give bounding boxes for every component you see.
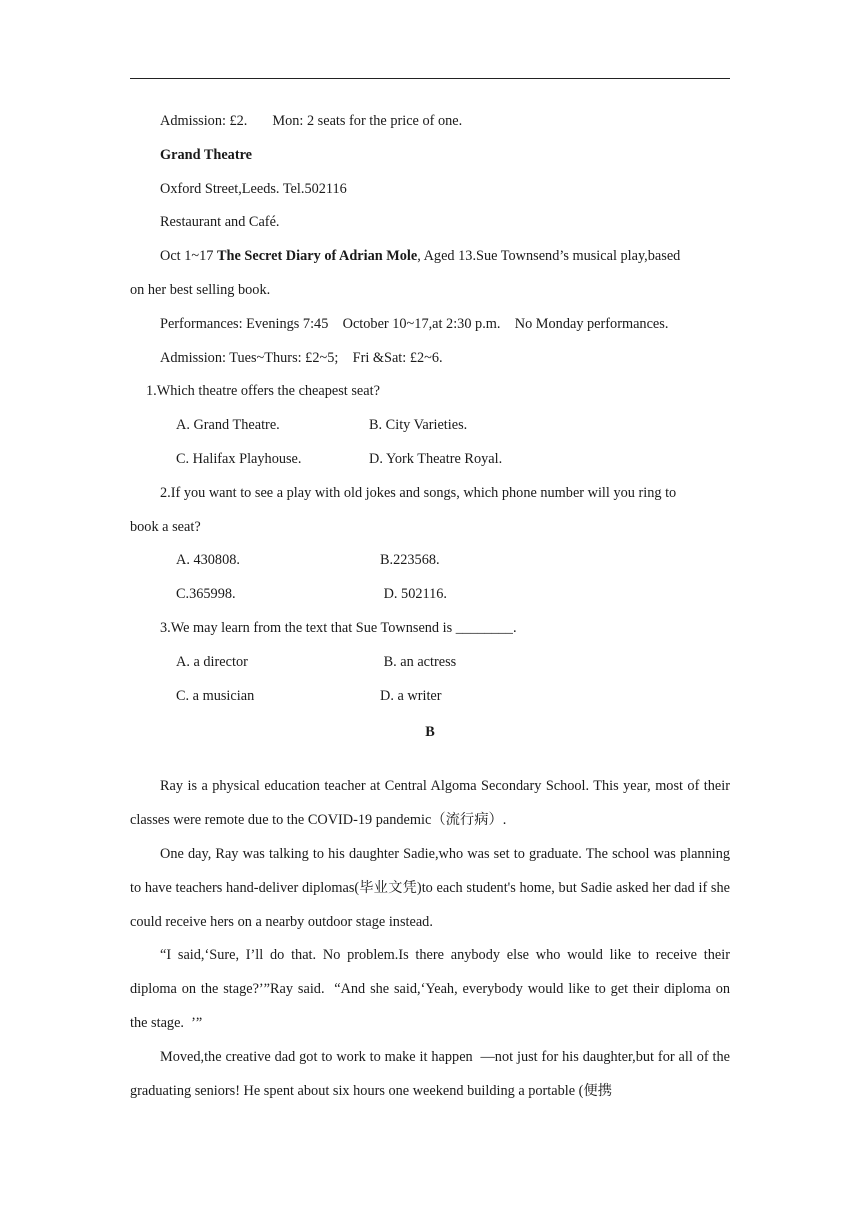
question-3-stem: 3.We may learn from the text that Sue Townsend is ________.	[160, 619, 517, 636]
paragraph: “I said,‘Sure, I’ll do that. No problem.Is there anybody else who would like to receive their diploma on the stage?’”Ray said. “And she said,‘Yeah, everybody would like to get their diploma on the stage. ’”	[130, 947, 734, 1031]
admission-line: Admission: £2. Mon: 2 seats for the price of one.	[160, 113, 463, 129]
question-1-stem: 1.Which theatre offers the cheapest seat?	[146, 383, 380, 400]
option-b: B. City Varieties.	[369, 417, 468, 434]
show-title: The Secret Diary of Adrian Mole	[216, 248, 418, 265]
option-c: C.365998.	[176, 586, 236, 603]
question-3-options-row-2	[130, 680, 730, 714]
paragraph: One day, Ray was talking to his daughter Sadie,who was set to graduate. The school was planning to have teachers hand-deliver diplomas(毕业文凭)to each student's home, but Sadie asked her dad if she could receive hers on a nearby outdoor stage instead.	[130, 845, 730, 930]
question-3-options-row-1	[130, 646, 730, 680]
question-2-stem-cont: book a seat?	[130, 518, 201, 535]
show-dates: Oct 1~17	[160, 248, 217, 265]
option-b: B. an actress	[380, 653, 457, 670]
option-b: B.223568.	[380, 552, 440, 569]
question-2-stem: 2.If you want to see a play with old jokes and songs, which phone number will you ring to	[160, 484, 677, 501]
option-d: D. York Theatre Royal.	[369, 450, 503, 467]
section-b-heading: B	[425, 724, 435, 741]
theatre-address: Oxford Street,Leeds. Tel.502116	[160, 180, 347, 197]
option-c: C. a musician	[176, 687, 255, 704]
show-description: , Aged 13.Sue Townsend’s musical play,based	[417, 248, 681, 265]
option-a: A. Grand Theatre.	[176, 417, 280, 434]
question-2-options-row-2	[130, 578, 730, 612]
paragraph: Moved,the creative dad got to work to make it happen —not just for his daughter,but for all of the graduating seniors! He spent about six hours one weekend building a portable (便携	[130, 1048, 734, 1099]
option-d: D. a writer	[380, 687, 442, 704]
show-description-cont: on her best selling book.	[130, 281, 271, 298]
document-body	[130, 105, 734, 1108]
admission-prices: Admission: Tues~Thurs: £2~5; Fri &Sat: £2~6.	[160, 349, 443, 366]
option-d: D. 502116.	[380, 586, 447, 603]
show-listing	[130, 240, 730, 274]
header-rule	[130, 78, 730, 79]
option-c: C. Halifax Playhouse.	[176, 450, 302, 467]
theatre-name: Grand Theatre	[160, 146, 253, 163]
question-1-options-row-1	[130, 409, 730, 443]
theatre-amenities: Restaurant and Café.	[160, 214, 280, 231]
option-a: A. 430808.	[176, 552, 240, 569]
performances-line: Performances: Evenings 7:45 October 10~17,at 2:30 p.m. No Monday performances.	[160, 315, 669, 332]
question-1-options-row-2	[130, 443, 730, 477]
paragraph: Ray is a physical education teacher at Central Algoma Secondary School. This year, most of their classes were remote due to the COVID-19 pandemic（流行病）.	[130, 778, 730, 829]
option-a: A. a director	[176, 653, 248, 670]
question-2-options-row-1	[130, 544, 730, 578]
